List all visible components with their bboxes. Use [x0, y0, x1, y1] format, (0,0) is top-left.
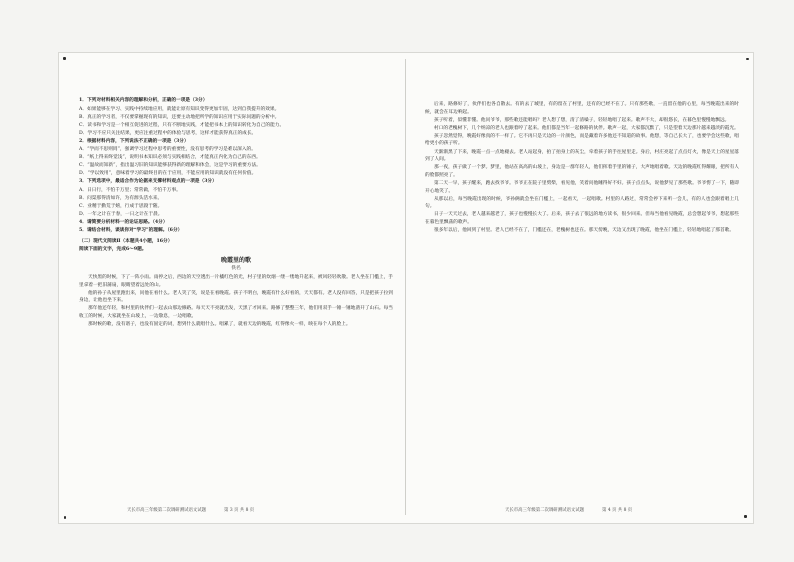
- story-title: 晚霞里的歌: [220, 256, 251, 264]
- story-paragraph: 那年他还年轻，和村里的伙伴们一起去山那边修路。每天天不亮就出发，天黑了才回来。路修了整整三年，他们用双手一锤一锤地凿开了山石。每当收工的时候，大家就坐在山坡上，一边歇息，一边唱歌。: [79, 306, 393, 319]
- story-paragraph: 从那以后，每当晚霞出现的时候，爷孙俩就会坐在门槛上，一起看天，一起唱歌。村里的人路过，常常会停下来听一会儿，有的人也会跟着唱上几句。: [425, 196, 739, 210]
- question-4: 4．请简要分析材料一的论证思路。（4分）: [79, 219, 168, 225]
- footer-title: 天长市高三年级第二次调研测试语文试题: [505, 508, 585, 513]
- story-paragraph: 那一夜，孩子做了一个梦。梦里，他站在高高的山坡上，身边是一群年轻人，他们挥着手里的锤子，大声地唱着歌。天边的晚霞红得耀眼，把所有人的脸都照亮了。: [425, 165, 739, 178]
- option-c: C．业精于勤荒于嬉，行成于思毁于随。: [79, 203, 163, 209]
- story-paragraph: 他的孙子从屋里跑出来，问他在看什么。老人笑了笑，说是在看晚霞。孩子不明白，晚霞有什么好看的，天天都有。老人没有回答，只是把孩子拉到身边，让他也坐下来。: [79, 290, 393, 304]
- story-paragraph: 日子一天天过去，老人越来越老了，孩子也慢慢长大了。后来，孩子去了很远的地方读书，很少回来。但每当他看见晚霞，总会想起爷爷，想起那些在暮色里飘荡的歌声。: [425, 212, 739, 225]
- scan-speck: [744, 515, 747, 518]
- question-1: [79, 97, 393, 137]
- question-3: [79, 178, 393, 218]
- scan-speck: [746, 58, 749, 60]
- scan-speck: [63, 57, 66, 60]
- question-stem: 2．根据材料内容，下列说法不正确的一项是（3分）: [79, 138, 189, 144]
- story-paragraph: 天渐渐黑了下来，晚霞一点一点地褪去。老人站起身，拍了拍身上的灰尘，牵着孩子的手往屋里走。身后，村庄亮起了点点灯火，像是天上的星星落到了人间。: [425, 149, 739, 163]
- question-5: 5．请结合材料，谈谈你对“学习”的理解。（6分）: [79, 228, 183, 234]
- story-author: 佚名: [231, 265, 241, 271]
- section-heading: （二）现代文阅读Ⅱ（本题共4小题，16分）: [79, 238, 173, 244]
- story-paragraph: 天快黑的时候，下了一阵小雨。雨停之后，西边的天空透出一片橘红色的光，村子里的炊烟一缕一缕地升起来，被风轻轻吹散。老人坐在门槛上，手里拿着一把旧蒲扇，眼睛望着远处的山。: [79, 274, 393, 288]
- exam-page-left: [59, 53, 399, 523]
- story-paragraph: 那时候的歌，没有谱子，也没有固定的词，想到什么就唱什么。唱累了，就看天边的晚霞，红得像火一样，映在每个人的脸上。: [88, 322, 351, 328]
- left-column: [79, 97, 393, 329]
- option-b: B．问渠那得清如许，为有源头活水来。: [79, 195, 163, 201]
- option-b: B．真正的学习者，不仅要掌握现有的知识，还要主动地把所学的知识应用于实际问题的分析中。: [79, 114, 280, 120]
- question-stem: 3．下列选项中，最适合作为论据来支撑材料观点的一项是（3分）: [79, 179, 217, 185]
- page-footer: [127, 507, 254, 513]
- footer-title: 天长市高三年级第二次调研测试语文试题: [127, 508, 207, 513]
- option-a: A．日日行，不怕千万里；常常做，不怕千万事。: [79, 187, 181, 193]
- option-d: D．一年之计在于春，一日之计在于晨。: [79, 211, 163, 217]
- right-column: [425, 101, 739, 235]
- page-fold-divider: [405, 59, 406, 515]
- option-b: B．“纸上得来终觉浅”，说明书本知识必须与实践相结合，才能真正内化为自己的东西。: [79, 155, 261, 161]
- question-stem: 1．下列对材料相关内容的理解和分析，正确的一项是（3分）: [79, 98, 208, 103]
- option-a: A．如果能够在学习、实践中持续地应用，就能让原有知识变得更加牢固，达到自我提升的效果。: [79, 106, 280, 112]
- option-c: C．读书和学习是一个相互促进的过程，只有不断地实践，才能把书本上的知识转化为自己的能力。: [79, 122, 285, 128]
- story-paragraph: 后来，路修好了，伙伴们也各自散去。有的去了城里，有的留在了村里，还有的已经不在了。只有那些歌，一直留在他的心里，每当晚霞出来的时候，就会在耳边响起。: [425, 102, 739, 115]
- page-footer: [505, 507, 632, 513]
- section-instruction: 阅读下面的文字，完成6～9题。: [79, 247, 147, 253]
- footer-page-number: 第 4 页 共 8 页: [602, 508, 633, 513]
- story-paragraph: 第二天一早，孩子醒来，跑去找爷爷。爷爷正在院子里劈柴，看见他，笑着问他睡得好不好。孩子点点头，说他梦见了那些歌。爷爷愣了一下，随即开心地笑了。: [425, 180, 739, 194]
- exam-sheet: [58, 52, 754, 524]
- option-d: D．“学以致用”，意味着学习的最终目的在于应用，不能应用的知识就没有任何价值。: [79, 171, 257, 177]
- story-paragraph: 孩子忽然觉得，晚霞好像真的不一样了。它不再只是天边的一片颜色，而是藏着许多他还不知道的故事。他想，等自己长大了，也要学会这些歌，唱给更小的孩子听。: [425, 133, 739, 147]
- option-d: D．学习不应只关注结果，更应注重过程中的体验与思考，这样才能获得真正的成长。: [79, 130, 257, 136]
- story-paragraph: 村口的老槐树下，几个纳凉的老人也跟着哼了起来。他们都是当年一起修路的伙伴。歌声一起，大家都沉默了，只是望着天边那片越来越淡的霞光。: [434, 125, 739, 131]
- question-2: [79, 138, 393, 178]
- story-paragraph: 孩子听着，似懂非懂。他问爷爷，那些歌还能唱吗？老人想了想，清了清嗓子，轻轻地唱了起来。歌声不大，却很悠长，在暮色里慢慢地飘远。: [434, 117, 730, 123]
- option-a: A．“学而不思则罔”，强调学习过程中思考的重要性，没有思考的学习是难以深入的。: [79, 147, 256, 153]
- exam-page-right: [413, 53, 753, 523]
- option-c: C．“温故而知新”，指出温习旧的知识能够获得新的理解和体会，这是学习的重要方法。: [79, 163, 261, 169]
- scan-speck: [64, 516, 66, 519]
- story-paragraph: 很多年以后，他回到了村里。老人已经不在了，门槛还在，老槐树也还在。那天傍晚，天边又出现了晚霞，他坐在门槛上，轻轻地唱起了那首歌。: [434, 228, 735, 233]
- footer-page-number: 第 3 页 共 8 页: [224, 508, 255, 513]
